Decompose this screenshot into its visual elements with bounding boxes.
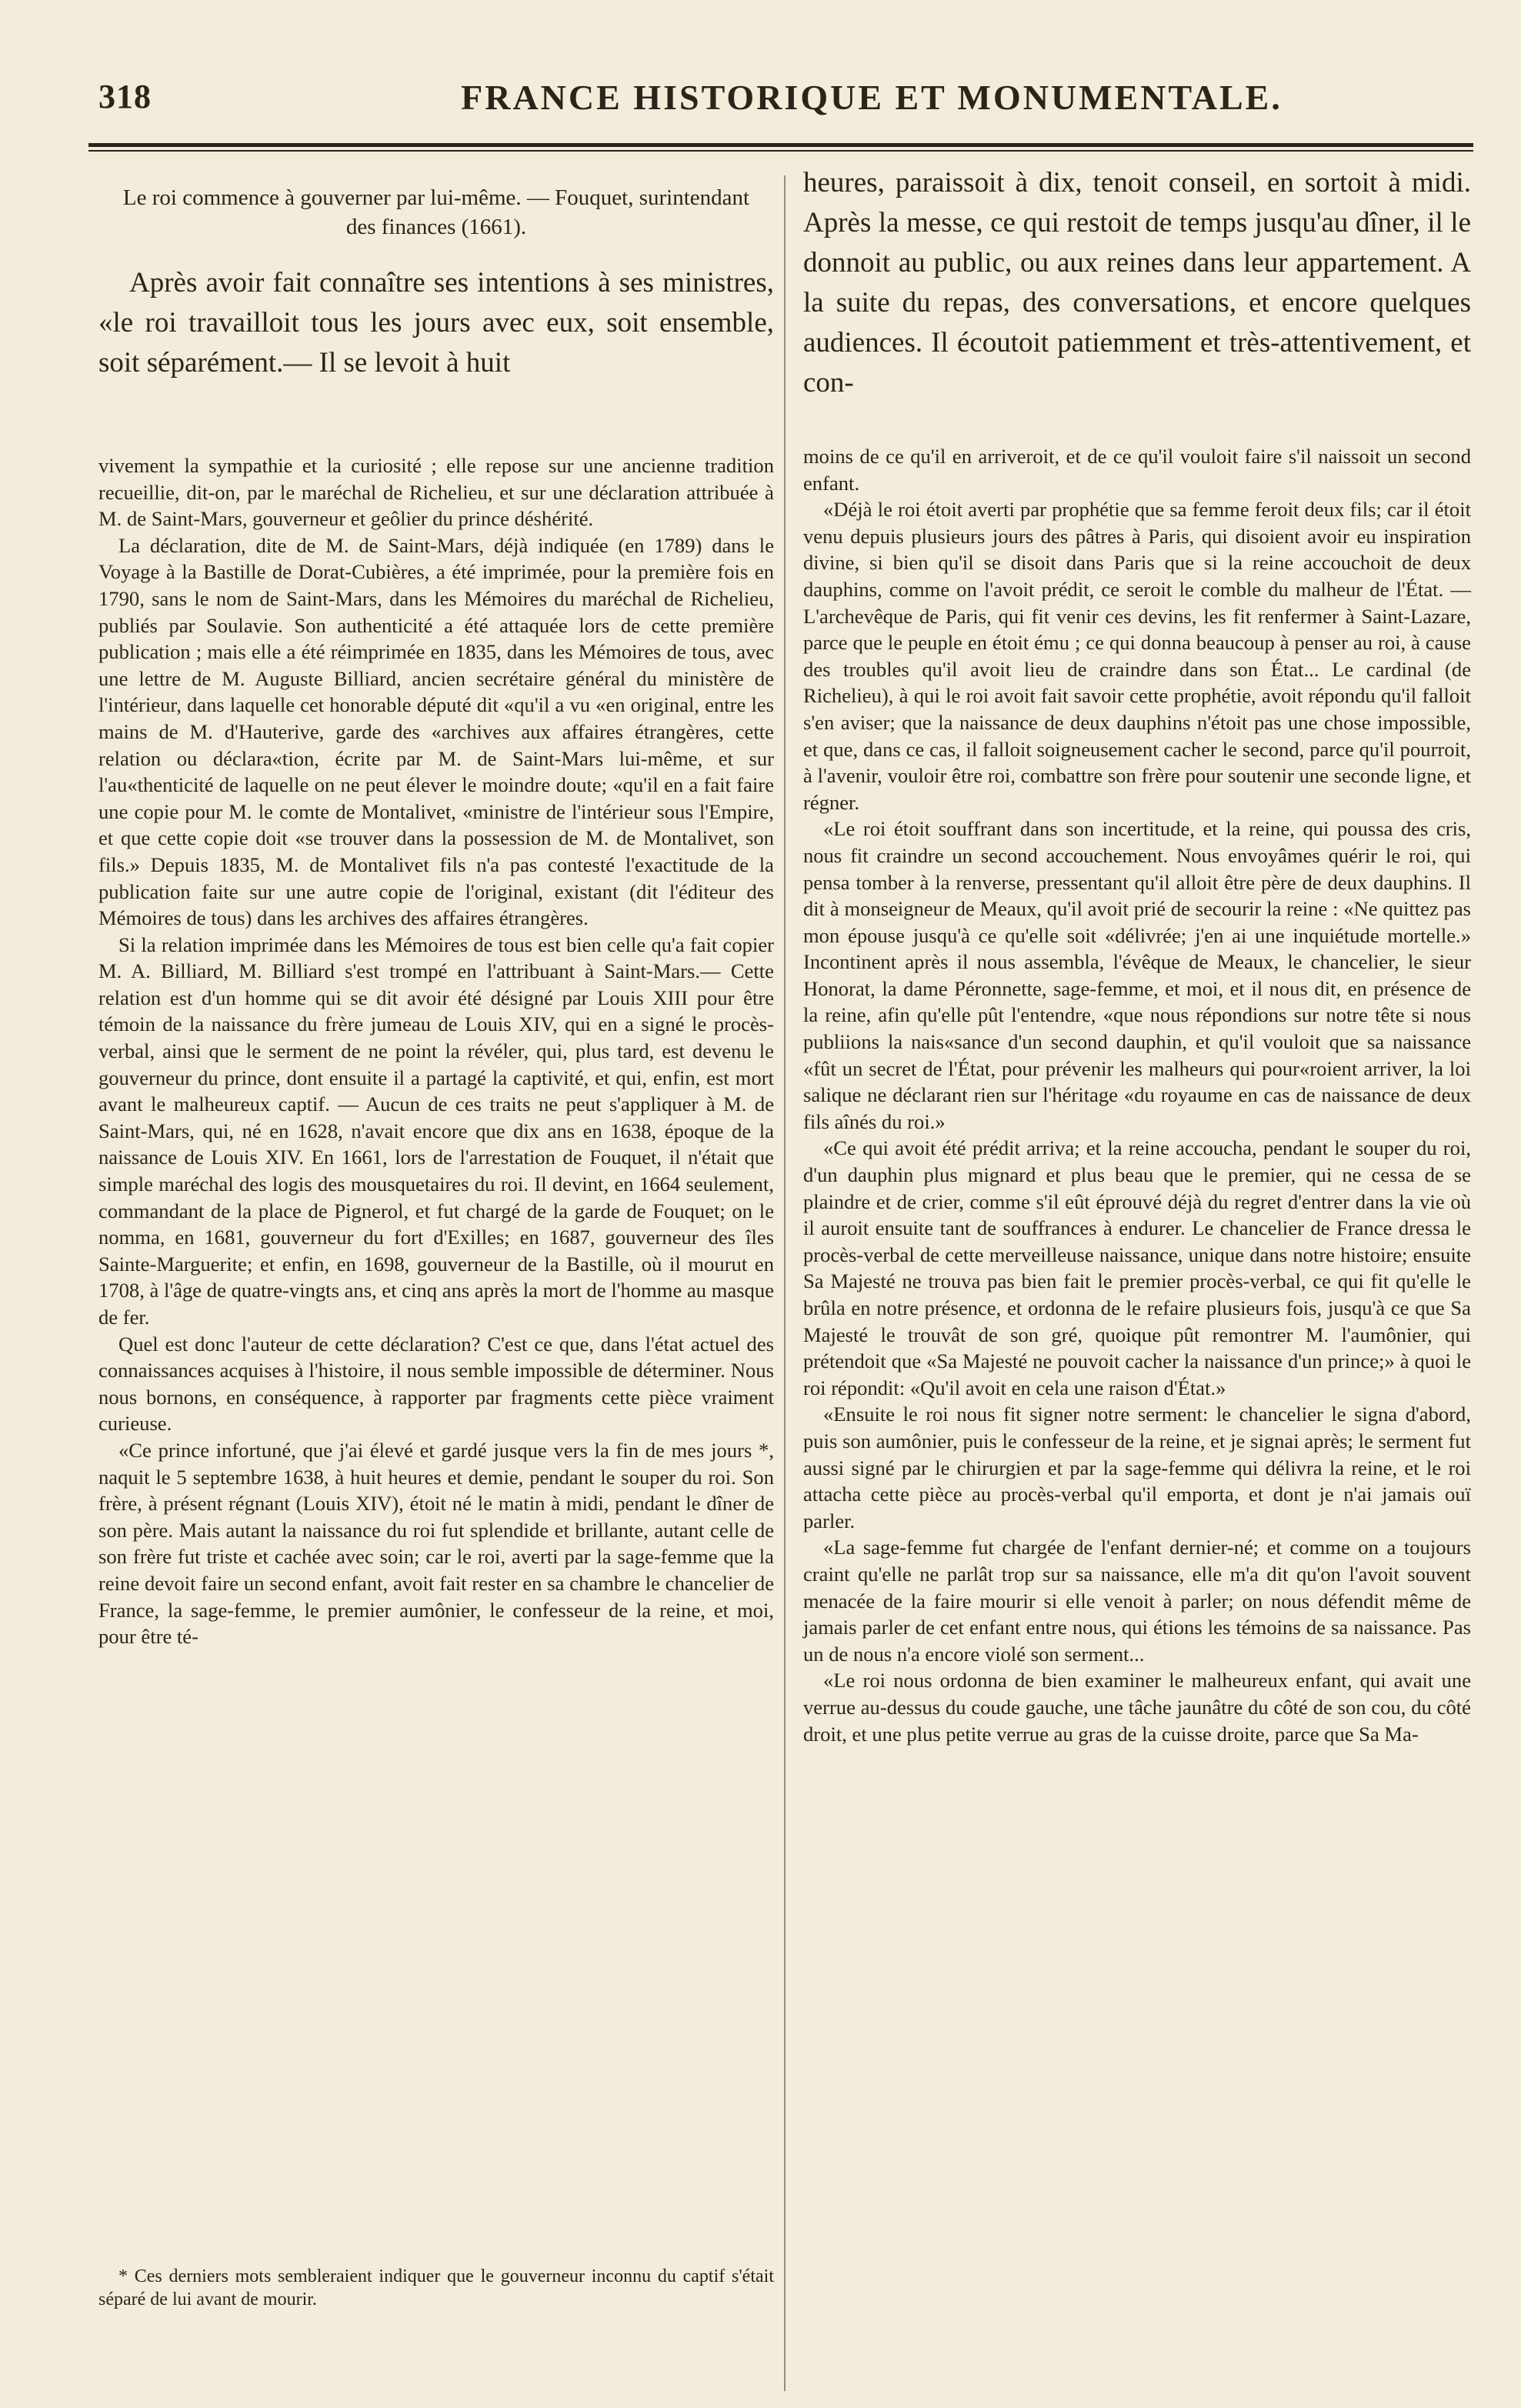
paragraph: Si la relation imprimée dans les Mémoires de tous est bien celle qu'a fait copier M. A. Billiard, M. Billiard s'est trompé en l'attribuant à Saint-Mars.— Cette relation est d'un homme qui se dit avoir été désigné par Louis XIII pour être témoin de la naissance du frère jumeau de Louis XIV, qui en a signé le procès-verbal, ainsi que le serment de ne point la révéler, qui, plus tard, est devenu le gouverneur du prince, dont ensuite il a partagé la captivité, et qui, enfin, est mort avant le malheureux captif. — Aucun de ces traits ne peut s'appliquer à M. de Saint-Mars, qui, né en 1628, n'avait encore que dix ans en 1638, époque de la naissance de Louis XIV. En 1661, lors de l'arrestation de Fouquet, il n'était que simple maréchal des logis des mousquetaires du roi. Il devint, en 1664 seulement, commandant de la place de Pignerol, et fut chargé de la garde de Fouquet; on le nomma, en 1681, gouverneur du fort d'Exilles; en 1687, gouverneur des îles Sainte-Marguerite; et enfin, en 1698, gouverneur de la Bastille, où il mourut en 1708, à l'âge de quatre-vingts ans, et cinq ans après la mort de l'homme au masque de fer.: [98, 932, 774, 1329]
running-title: FRANCE HISTORIQUE ET MONUMENTALE.: [461, 78, 1283, 117]
column-separator: [784, 175, 786, 2391]
paragraph: «Déjà le roi étoit averti par prophétie que sa femme feroit deux fils; car il étoit venu depuis plusieurs jours des pâtres à Paris, qui disoient avoir eu inspiration divine, si bien qu'il se disoit dans Paris que si la reine accouchoit de deux dauphins, comme on l'avoit prédit, ce seroit le comble du malheur de l'État. — L'archevêque de Paris, qui fit venir ces devins, les fit renfermer à Saint-Lazare, parce que le peuple en étoit ému ; ce qui donna beaucoup à penser au roi, à cause des troubles qu'il avoit lieu de craindre dans son État... Le cardinal (de Richelieu), à qui le roi avoit fait savoir cette prophétie, avoit répondu qu'il falloit s'en aviser; que la naissance de deux dauphins n'étoit pas une chose impossible, et que, dans ce cas, il falloit soigneusement cacher le second, parce qu'il pourroit, à l'avenir, vouloir être roi, combattre son frère pour soutenir une seconde ligne, et régner.: [803, 498, 1471, 814]
paragraph: «Ce qui avoit été prédit arriva; et la reine accoucha, pendant le souper du roi, d'un dauphin plus mignard et plus beau que le premier, qui ne cessa de se plaindre et de crier, comme s'il eût éprouvé déjà du regret d'entrer dans la vie où il auroit ensuite tant de souffrances à endurer. Le chancelier de France dressa le procès-verbal de cette merveilleuse naissance, unique dans notre histoire; ensuite Sa Majesté ne trouva pas bien fait le premier procès-verbal, ce qui fit qu'elle le brûla en notre présence, et ordonna de le refaire plusieurs fois, jusqu'à ce que Sa Majesté le trouvât de son gré, quoique pût remontrer M. l'aumônier, qui prétendoit que «Sa Majesté ne pouvoit cacher la naissance d'un prince;» à quoi le roi répondit: «Qu'il avoit en cela une raison d'État.»: [803, 1136, 1471, 1399]
section-title: Le roi commence à gouverner par lui-même. — Fouquet, surintendant des finances (1661).: [122, 185, 750, 239]
paragraph: moins de ce qu'il en arriveroit, et de ce qu'il vouloit faire s'il naissoit un second enfant.: [803, 445, 1471, 495]
paragraph: vivement la sympathie et la curiosité ; elle repose sur une ancienne tradition recueillie, dit-on, par le maréchal de Richelieu, et sur une déclaration attribuée à M. de Saint-Mars, gouverneur et geôlier du prince déshérité.: [98, 454, 774, 531]
paragraph: «Ensuite le roi nous fit signer notre serment: le chancelier le signa d'abord, puis son aumônier, puis le confesseur de la reine, et je signai après; le serment fut aussi signé par le chirurgien et par la sage-femme qui délivra la reine, et le roi attacha cette pièce au procès-verbal qu'il emporta, et dont je n'ai jamais ouï parler.: [803, 1402, 1471, 1533]
paragraph: «La sage-femme fut chargée de l'enfant dernier-né; et comme on a toujours craint qu'elle ne parlât trop sur sa naissance, elle m'a dit qu'on l'avoit souvent menacée de la faire mourir si elle venoit à parler; on nous défendit même de jamais parler de cet enfant entre nous, qui étions les témoins de sa naissance. Pas un de nous n'a encore violé son serment...: [803, 1536, 1471, 1666]
footnote: * Ces derniers mots sembleraient indiquer que le gouverneur inconnu du captif s'était séparé de lui avant de mourir.: [98, 2266, 774, 2310]
paragraph: La déclaration, dite de M. de Saint-Mars, déjà indiquée (en 1789) dans le Voyage à la Bastille de Dorat-Cubières, a été imprimée, pour la première fois en 1790, sans le nom de Saint-Mars, dans les Mémoires du maréchal de Richelieu, publiés par Soulavie. Son authenticité a été attaquée lors de cette première publication ; mais elle a été réimprimée en 1835, dans les Mémoires de tous, avec une lettre de M. Auguste Billiard, ancien secrétaire général du ministère de l'intérieur, dans laquelle cet honorable député dit «qu'il a vu «en original, entre les mains de M. d'Hauterive, garde des «archives aux affaires étrangères, cette relation ou déclara«tion, écrite par M. de Saint-Mars lui-même, et sur l'au«thenticité de laquelle on ne peut élever le moindre doute; «qu'il en a fait faire une copie pour M. le comte de Montalivet, «ministre de l'intérieur sous l'Empire, et que cette copie doit «se trouver dans la possession de M. de Montalivet, son fils.» Depuis 1835, M. de Montalivet fils n'a pas contesté l'exactitude de la publication faite sur une autre copie de l'original, existant (dit l'éditeur des Mémoires de tous) dans les archives des affaires étrangères.: [98, 533, 774, 930]
lead-left-column: [98, 175, 774, 383]
page-header: [98, 77, 1468, 131]
lead-paragraph-right: heures, paraissoit à dix, tenoit conseil, en sortoit à midi. Après la messe, ce qui restoit de temps jusqu'au dîner, il le donnoit au public, ou aux reines dans leur appartement. A la suite du repas, des conversations, et encore quelques audiences. Il écoutoit patiemment et très-attentivement, et con-: [803, 167, 1471, 399]
body-left-column: [98, 452, 774, 1650]
paragraph: «Le roi étoit souffrant dans son incertitude, et la reine, qui poussa des cris, nous fit craindre un second accouchement. Nous envoyâmes quérir le roi, qui pensa tomber à la renverse, pressentant qu'il alloit être père de deux dauphins. Il dit à monseigneur de Meaux, qu'il avoit prié de secourir la reine : «Ne quittez pas mon épouse jusqu'à ce qu'elle soit «délivrée; j'en ai une inquiétude mortelle.» Incontinent après il nous assembla, l'évêque de Meaux, le chancelier, le sieur Honorat, la dame Péronnette, sage-femme, et moi, et il nous dit, en présence de la reine, afin qu'elle pût l'entendre, «que nous répondions sur notre tête si nous publiions la nais«sance d'un second dauphin, et qu'il vouloit que sa naissance «fût un secret de l'État, pour prévenir les malheurs qui pour«roient arriver, la loi salique ne déclarant rien sur l'héritage «du royaume en cas de naissance de deux fils aînés du roi.»: [803, 817, 1471, 1133]
lead-paragraph-left: Après avoir fait connaître ses intentions à ses ministres, «le roi travailloit tous les jours avec eux, soit ensemble, soit séparément.— Il se levoit à huit: [98, 267, 774, 379]
lead-right-column: [803, 163, 1471, 403]
paragraph: Quel est donc l'auteur de cette déclaration? C'est ce que, dans l'état actuel des connaissances acquises à l'histoire, il nous semble impossible de déterminer. Nous nous bornons, en conséquence, à rapporter par fragments cette pièce vraiment curieuse.: [98, 1332, 774, 1436]
header-rule: [88, 143, 1473, 147]
paragraph: «Le roi nous ordonna de bien examiner le malheureux enfant, qui avait une verrue au-dessus du coude gauche, une tâche jaunâtre du côté de son cou, du côté droit, et une plus petite verrue au gras de la cuisse droite, parce que Sa Ma-: [803, 1669, 1471, 1746]
page-number: 318: [98, 78, 152, 115]
header-rule-thin: [88, 150, 1473, 152]
paragraph: «Ce prince infortuné, que j'ai élevé et gardé jusque vers la fin de mes jours *, naquit le 5 septembre 1638, à huit heures et demie, pendant le souper du roi. Son frère, à présent régnant (Louis XIV), étoit né le matin à midi, pendant le dîner de son père. Mais autant la naissance du roi fut splendide et brillante, autant celle de son frère fut triste et cachée avec soin; car le roi, averti par la sage-femme que la reine devoit faire un second enfant, avoit fait rester en sa chambre le chancelier de France, la sage-femme, le premier aumônier, le confesseur de la reine, et moi, pour être té-: [98, 1438, 774, 1649]
body-right-column: [803, 443, 1471, 1747]
